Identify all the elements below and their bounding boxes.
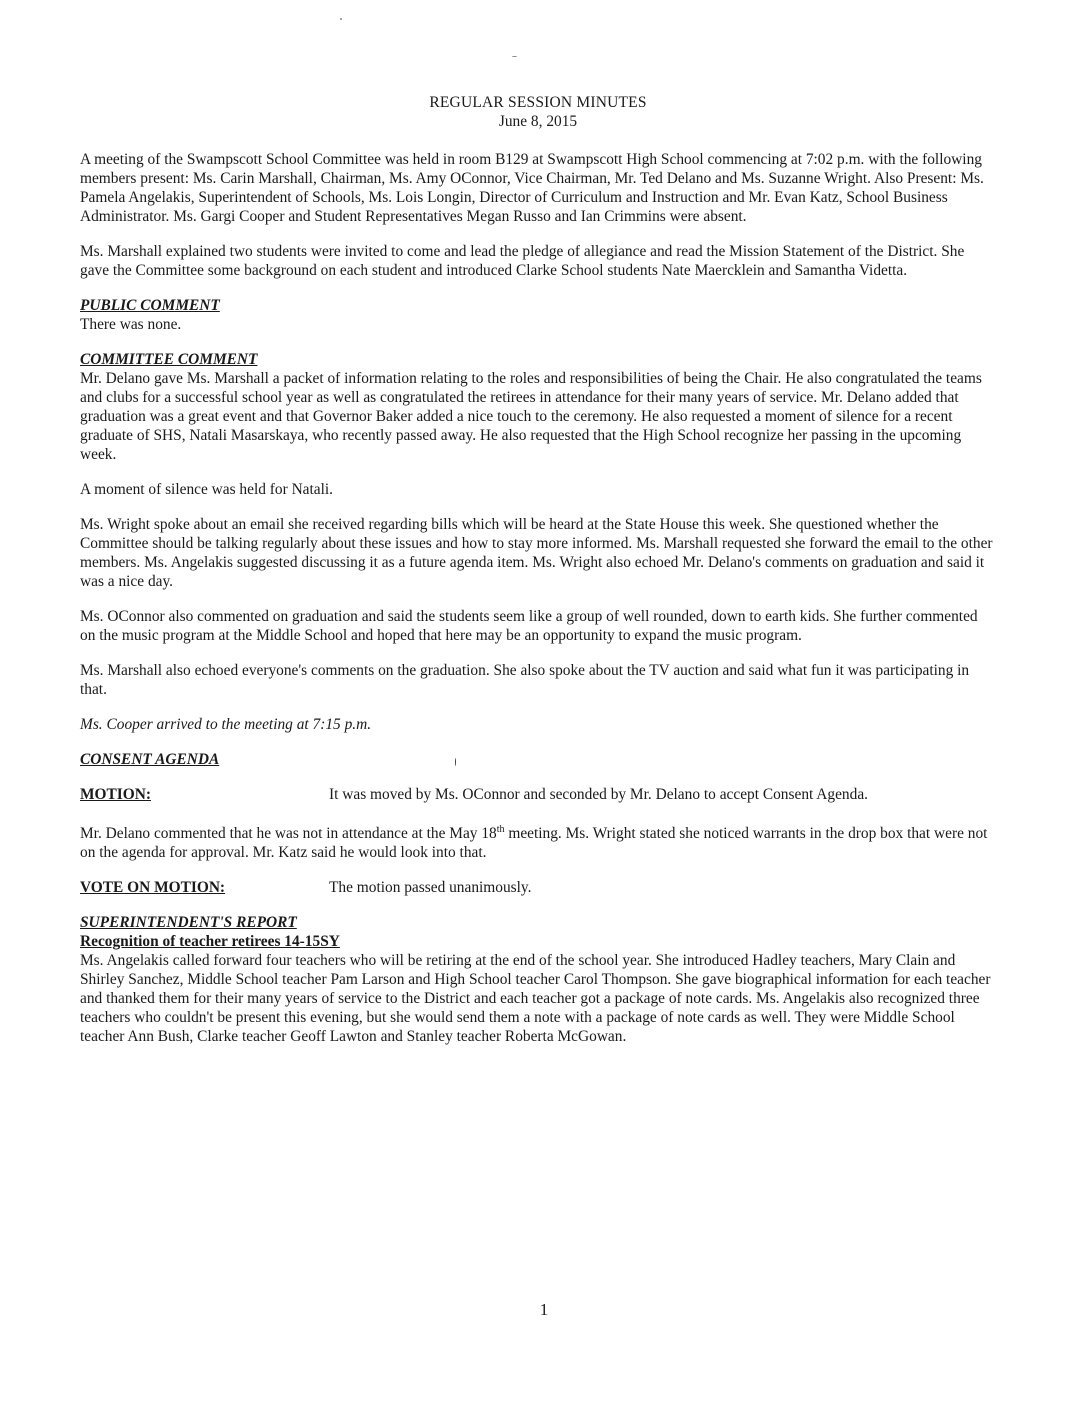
consent-vote — [80, 878, 996, 897]
page-number: 1 — [539, 1300, 549, 1319]
document-title: REGULAR SESSION MINUTES — [429, 94, 647, 111]
scan-speck — [340, 18, 342, 20]
intro-paragraph: A meeting of the Swampscott School Committee was held in room B129 at Swampscott High School commencing at 7:02 p.m. with the following members present: Ms. Carin Marshall, Chairman, Ms. Amy OConnor, Vice Chairman, Mr. Ted Delano and Ms. Suzanne Wright. Also Present: Ms. Pamela Angelakis, Superintendent of Schools, Ms. Lois Longin, Director of Curriculum and Instruction and Mr. Evan Katz, School Business Administrator. Ms. Gargi Cooper and Student Representatives Megan Russo and Ian Crimmins were absent. — [80, 151, 984, 225]
wright-comment-paragraph: Ms. Wright spoke about an email she received regarding bills which will be heard at the State House this week. She questioned whether the Committee should be talking regularly about these issues and how to stay more informed. Ms. Marshall requested she forward the email to the other members. Ms. Angelakis suggested discussing it as a future agenda item. Ms. Wright also echoed Mr. Delano's comments on graduation and said it was a nice day. — [80, 516, 993, 590]
retirees-subheading: Recognition of teacher retirees 14-15SY — [80, 933, 340, 951]
oconnor-comment-paragraph: Ms. OConnor also commented on graduation and said the students seem like a group of well rounded, down to earth kids. She further commented on the music program at the Middle School and hoped that here may be an opportunity to expand the music program. — [80, 608, 978, 644]
cooper-arrival-note: Ms. Cooper arrived to the meeting at 7:15 p.m. — [80, 716, 372, 733]
marshall-comment-paragraph: Ms. Marshall also echoed everyone's comments on the graduation. She also spoke about the TV auction and said what fun it was participating in that. — [80, 662, 970, 698]
public-comment-text: There was none. — [80, 316, 182, 333]
committee-comment-heading: COMMITTEE COMMENT — [80, 351, 258, 368]
minutes-body — [80, 93, 996, 1062]
meeting-date: June 8, 2015 — [498, 113, 578, 130]
vote-label: VOTE ON MOTION: — [80, 879, 226, 897]
superintendent-report-heading: SUPERINTENDENT'S REPORT — [80, 914, 297, 932]
moment-of-silence-text: A moment of silence was held for Natali. — [80, 481, 334, 498]
public-comment-heading: PUBLIC COMMENT — [80, 297, 220, 314]
consent-motion — [80, 785, 996, 804]
consent-agenda-heading: CONSENT AGENDA — [80, 751, 220, 768]
pledge-paragraph: Ms. Marshall explained two students were invited to come and lead the pledge of allegiance and read the Mission Statement of the District. She gave the Committee some background on each student and introduced Clarke School students Nate Maercklein and Samantha Videtta. — [80, 243, 965, 279]
vote-text: The motion passed unanimously. — [329, 879, 532, 897]
scan-speck — [512, 56, 517, 57]
ordinal-suffix: th — [496, 824, 505, 835]
consent-comment-end: meeting. Ms. Wright stated she noticed warrants in the drop box that were not on the agenda for approval. Mr. Katz said he would look into that. — [80, 825, 988, 862]
consent-comment-paragraph — [80, 820, 996, 862]
document-header — [80, 93, 996, 131]
retirees-paragraph: Ms. Angelakis called forward four teachers who will be retiring at the end of the school year. She introduced Hadley teachers, Mary Clain and Shirley Sanchez, Middle School teacher Pam Larson and High School teacher Carol Thompson. She gave biographical information for each teacher and thanked them for their many years of service to the District and each teacher got a package of note cards. Ms. Angelakis also recognized three teachers who couldn't be present this evening, but she would send them a note with a package of note cards as well. They were Middle School teacher Ann Bush, Clarke teacher Geoff Lawton and Stanley teacher Roberta McGowan. — [80, 952, 991, 1046]
consent-comment-start: Mr. Delano commented that he was not in attendance at the May 18 — [80, 825, 497, 843]
committee-comment-paragraph: Mr. Delano gave Ms. Marshall a packet of information relating to the roles and responsibilities of being the Chair. He also congratulated the teams and clubs for a successful school year as well as congratulated the retirees in attendance for their many years of service. Mr. Delano added that graduation was a great event and that Governor Baker added a nice touch to the ceremony. He also requested a moment of silence for a recent graduate of SHS, Natali Masarskaya, who recently passed away. He also requested that the High School recognize her passing in the upcoming week. — [80, 370, 982, 463]
motion-label: MOTION: — [80, 786, 151, 803]
motion-text: It was moved by Ms. OConnor and seconded by Mr. Delano to accept Consent Agenda. — [329, 786, 868, 803]
